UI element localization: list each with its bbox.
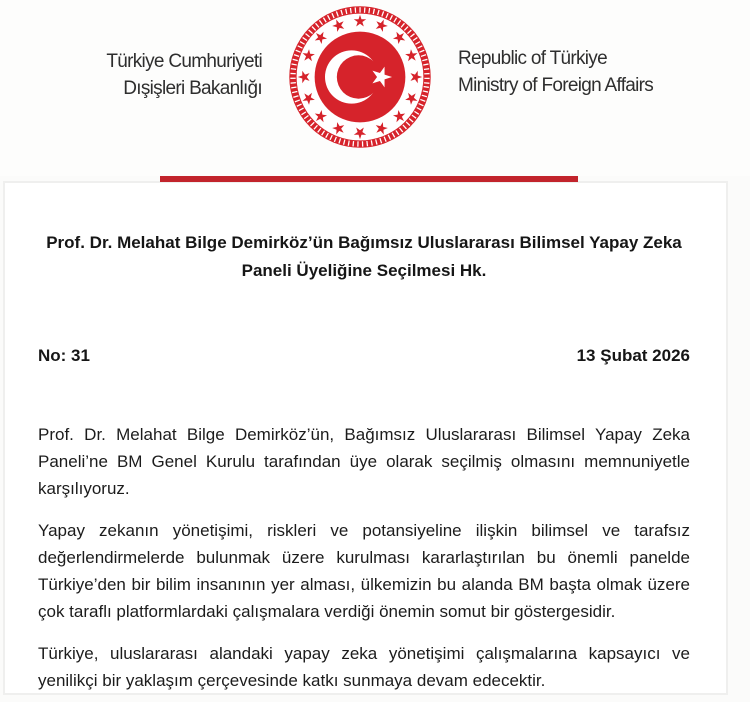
- org-name-english: [458, 45, 708, 99]
- paragraph-1: Prof. Dr. Melahat Bilge Demirköz’ün, Bağımsız Uluslararası Bilimsel Yapay Zeka Paneli’ne BM Genel Kurulu tarafından üye olarak seçilmiş olmasını memnuniyetle karşılıyoruz.: [38, 425, 690, 498]
- red-divider-rule: [160, 176, 578, 182]
- org-name-turkish-line2: Dışişleri Bakanlığı: [123, 78, 262, 99]
- org-name-turkish-line1: Türkiye Cumhuriyeti: [106, 51, 262, 72]
- letterhead: [0, 0, 750, 176]
- paragraph-2: Yapay zekanın yönetişimi, riskleri ve potansiyeline ilişkin bilimsel ve tarafsız değerlendirmelerde bulunmak üzere kurulması kararlaştırılan bu önemli panelde Türkiye’den bir bilim insanının yer alması, ülkemizin bu alanda BM başta olmak üzere çok taraflı platformlardaki çalışmalara verdiği önemin somut bir göstergesidir.: [38, 521, 690, 621]
- ministry-emblem-icon: [289, 6, 431, 148]
- document-date: 13 Şubat 2026: [576, 346, 690, 365]
- document-body: [38, 421, 690, 694]
- document-meta-row: [38, 346, 690, 366]
- org-name-turkish: [40, 48, 262, 102]
- org-name-english-line2: Ministry of Foreign Affairs: [458, 75, 654, 96]
- org-name-english-line1: Republic of Türkiye: [458, 48, 607, 69]
- document-number: No: 31: [38, 346, 90, 365]
- document-card: [3, 181, 728, 695]
- paragraph-3: Türkiye, uluslararası alandaki yapay zeka yönetişimi çalışmalarına kapsayıcı ve yenilikçi bir yaklaşım çerçevesinde katkı sunmaya devam edecektir.: [38, 644, 690, 690]
- crescent-star-emblem-icon: [289, 6, 431, 148]
- document-title: Prof. Dr. Melahat Bilge Demirköz’ün Bağımsız Uluslararası Bilimsel Yapay Zeka Paneli Üyeliğine Seçilmesi Hk.: [46, 233, 682, 280]
